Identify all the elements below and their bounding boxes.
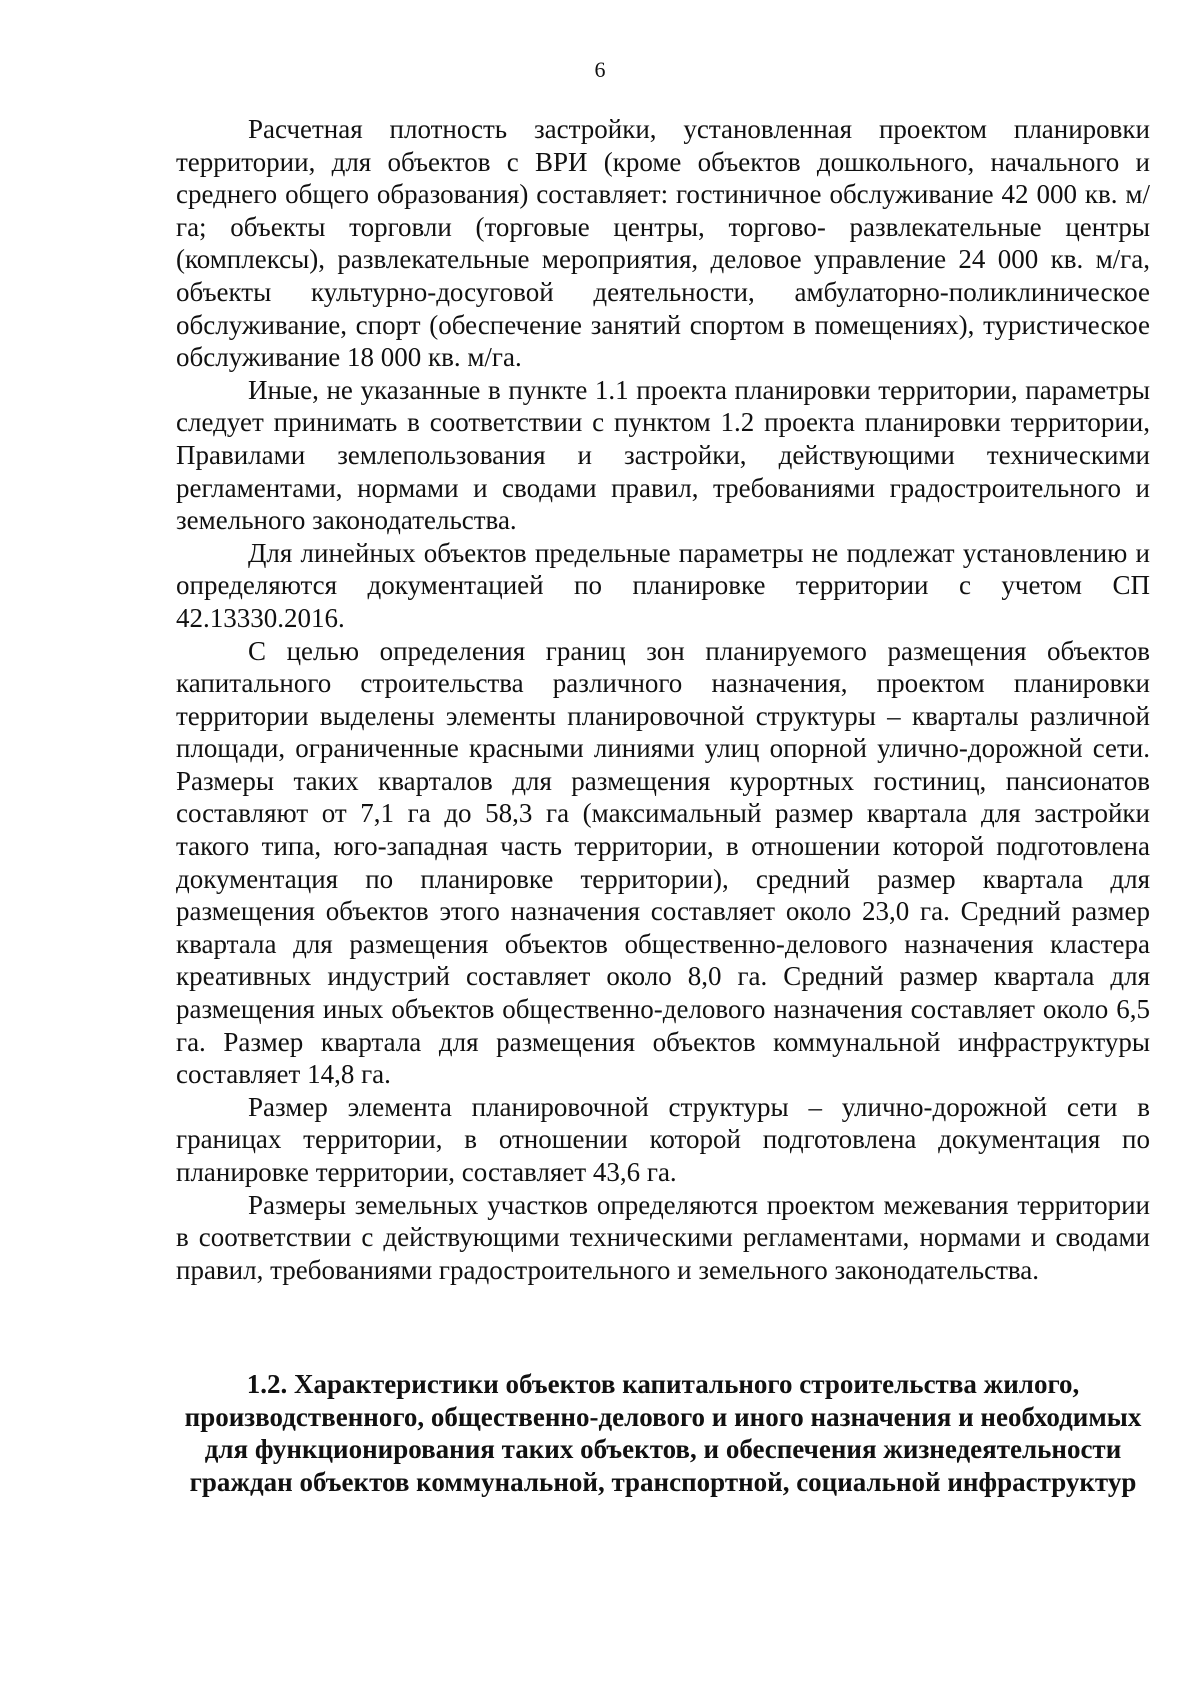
paragraph-linear-objects: Для линейных объектов предельные параметры не подлежат установлению и определяются документацией по планировке территории с учетом СП 42.13330.2016. xyxy=(176,537,1150,633)
paragraph-planning-structure: С целью определения границ зон планируемого размещения объектов капитального строительства различного назначения, проектом планировки территории выделены элементы планировочной структуры – кварталы различной площади, ограниченные красными линиями улиц опорной улично-дорожной сети. Размеры таких кварталов для размещения курортных гостиниц, пансионатов составляют от 7,1 га до 58,3 га (максимальный размер квартала для застройки такого типа, юго-западная часть территории, в отношении которой подготовлена документация по планировке территории), средний размер квартала для размещения объектов этого назначения составляет около 23,0 га. Средний размер квартала для размещения объектов общественно-делового назначения кластера креативных индустрий составляет около 8,0 га. Средний размер квартала для размещения иных объектов общественно-делового назначения составляет около 6,5 га. Размер квартала для размещения объектов коммунальной инфраструктуры составляет 14,8 га. xyxy=(176,635,1150,1090)
paragraph-land-plots: Размеры земельных участков определяются проектом межевания территории в соответствии с действующими техническими регламентами, нормами и сводами правил, требованиями градостроительного и земельного законодательства. xyxy=(176,1189,1150,1285)
document-body xyxy=(176,113,1150,1286)
page-number: 6 xyxy=(594,57,606,82)
section-heading: 1.2. Характеристики объектов капитального строительства жилого, производственного, общественно-делового и иного назначения и необходимых для функционирования таких объектов, и обеспечения жизнедеятельности граждан объектов коммунальной, транспортной, социальной инфраструктур xyxy=(184,1369,1142,1497)
paragraph-street-network: Размер элемента планировочной структуры – улично-дорожной сети в границах территории, в отношении которой подготовлена документация по планировке территории, составляет 43,6 га. xyxy=(176,1091,1150,1187)
paragraph-building-density: Расчетная плотность застройки, установленная проектом планировки территории, для объектов с ВРИ (кроме объектов дошкольного, начального и среднего общего образования) составляет: гостиничное обслуживание 42 000 кв. м/га; объекты торговли (торговые центры, торгово- развлекательные центры (комплексы), развлекательные мероприятия, деловое управление 24 000 кв. м/га, объекты культурно-досуговой деятельности, амбулаторно-поликлиническое обслуживание, спорт (обеспечение занятий спортом в помещениях), туристическое обслуживание 18 000 кв. м/га. xyxy=(176,114,1150,373)
paragraph-other-parameters: Иные, не указанные в пункте 1.1 проекта планировки территории, параметры следует принимать в соответствии с пунктом 1.2 проекта планировки территории, Правилами землепользования и застройки, действующими техническими регламентами, нормами и сводами правил, требованиями градостроительного и земельного законодательства. xyxy=(176,374,1150,536)
